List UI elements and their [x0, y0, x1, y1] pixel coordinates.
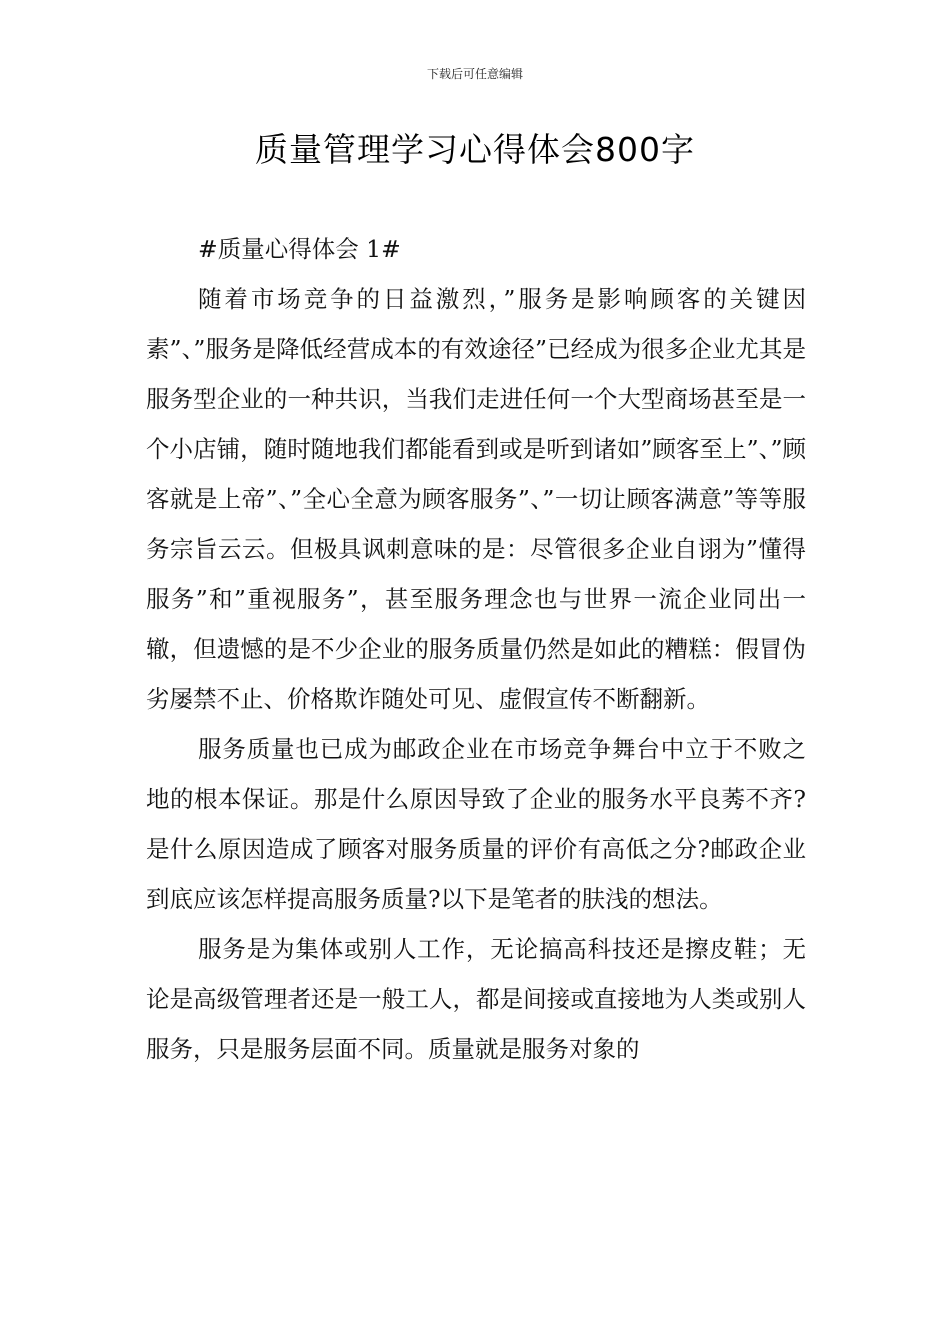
- paragraph-3: 服务是为集体或别人工作，无论搞高科技还是擦皮鞋；无论是高级管理者还是一般工人，都是间接或直接地为人类或别人服务，只是服务层面不同。质量就是服务对象的: [146, 935, 806, 1063]
- header-note: 下载后可任意编辑: [426, 67, 523, 81]
- paragraph-1: 随着市场竞争的日益激烈，”服务是影响顾客的关键因素”、”服务是降低经营成本的有效途径”已经成为很多企业尤其是服务型企业的一种共识，当我们走进任何一个大型商场甚至是一个小店铺，随时随地我们都能看到或是听到诸如”顾客至上”、”顾客就是上帝”、”全心全意为顾客服务”、”一切让顾客满意”等等服务宗旨云云。但极具讽刺意味的是：尽管很多企业自诩为”懂得服务”和”重视服务”，甚至服务理念也与世界一流企业同出一辙，但遗憾的是不少企业的服务质量仍然是如此的糟糕：假冒伪劣屡禁不止、价格欺诈随处可见、虚假宣传不断翻新。: [146, 285, 806, 713]
- document-title: 质量管理学习心得体会800字: [255, 130, 695, 169]
- document-body: [146, 224, 806, 1074]
- section-heading: #质量心得体会 1#: [198, 235, 401, 263]
- paragraph-2: 服务质量也已成为邮政企业在市场竞争舞台中立于不败之地的根本保证。那是什么原因导致了企业的服务水平良莠不齐?是什么原因造成了顾客对服务质量的评价有高低之分?邮政企业到底应该怎样提高服务质量?以下是笔者的肤浅的想法。: [146, 735, 806, 913]
